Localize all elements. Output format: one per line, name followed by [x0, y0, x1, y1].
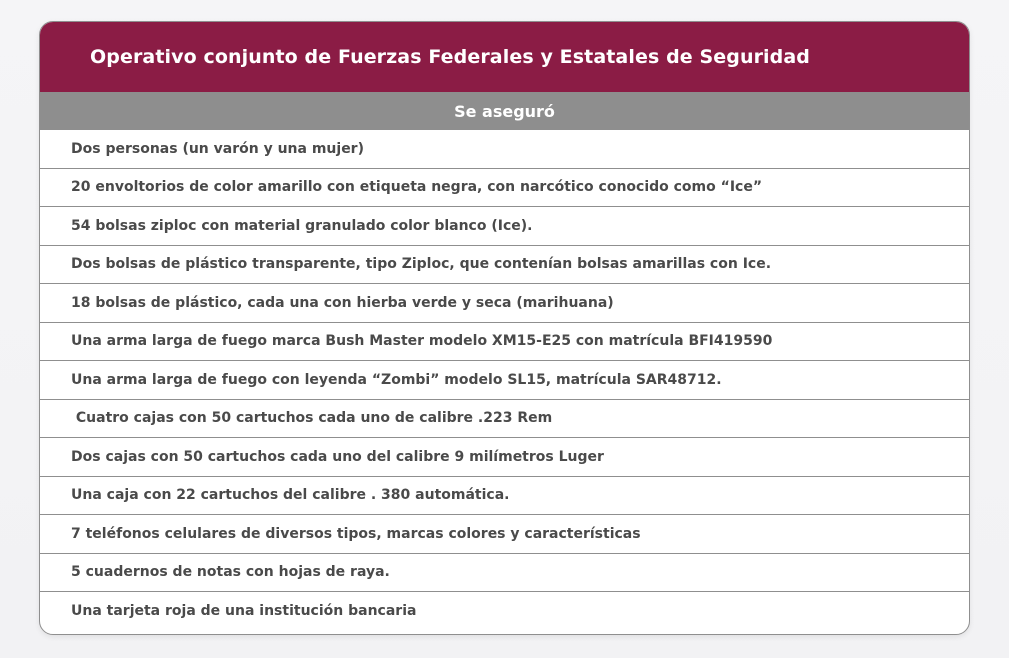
column-header-se-aseguro: Se aseguró — [454, 101, 555, 121]
table-title-bar — [40, 22, 969, 92]
table-row — [40, 284, 969, 323]
row-text: 18 bolsas de plástico, cada una con hierba verde y seca (marihuana) — [71, 294, 614, 311]
table-row — [40, 477, 969, 516]
table-row — [40, 246, 969, 285]
table-row — [40, 361, 969, 400]
row-text: Dos cajas con 50 cartuchos cada uno del calibre 9 milímetros Luger — [71, 448, 604, 465]
table-row — [40, 438, 969, 477]
row-text: Una arma larga de fuego con leyenda “Zombi” modelo SL15, matrícula SAR48712. — [71, 371, 722, 388]
row-text: Una tarjeta roja de una institución bancaria — [71, 603, 417, 620]
table-row — [40, 515, 969, 554]
seized-items-table — [39, 21, 970, 635]
row-text: 7 teléfonos celulares de diversos tipos, marcas colores y características — [71, 525, 641, 542]
row-text: Dos bolsas de plástico transparente, tipo Ziploc, que contenían bolsas amarillas con Ice. — [71, 256, 772, 273]
row-text: Cuatro cajas con 50 cartuchos cada uno de calibre .223 Rem — [71, 410, 553, 427]
table-row — [40, 400, 969, 439]
table-row — [40, 554, 969, 593]
row-text: Dos personas (un varón y una mujer) — [71, 140, 364, 157]
row-text: 5 cuadernos de notas con hojas de raya. — [71, 564, 390, 581]
table-body — [40, 130, 969, 631]
row-text: Una caja con 22 cartuchos del calibre . 380 automática. — [71, 487, 510, 504]
row-text: 20 envoltorios de color amarillo con etiqueta negra, con narcótico conocido como “Ice” — [71, 179, 763, 196]
table-row — [40, 130, 969, 169]
table-row — [40, 207, 969, 246]
row-text: 54 bolsas ziploc con material granulado color blanco (Ice). — [71, 217, 533, 234]
table-row — [40, 169, 969, 208]
table-row — [40, 592, 969, 631]
row-text: Una arma larga de fuego marca Bush Master modelo XM15-E25 con matrícula BFI419590 — [71, 333, 773, 350]
table-title: Operativo conjunto de Fuerzas Federales y Estatales de Seguridad — [90, 46, 810, 68]
table-subheader — [40, 92, 969, 130]
table-row — [40, 323, 969, 362]
